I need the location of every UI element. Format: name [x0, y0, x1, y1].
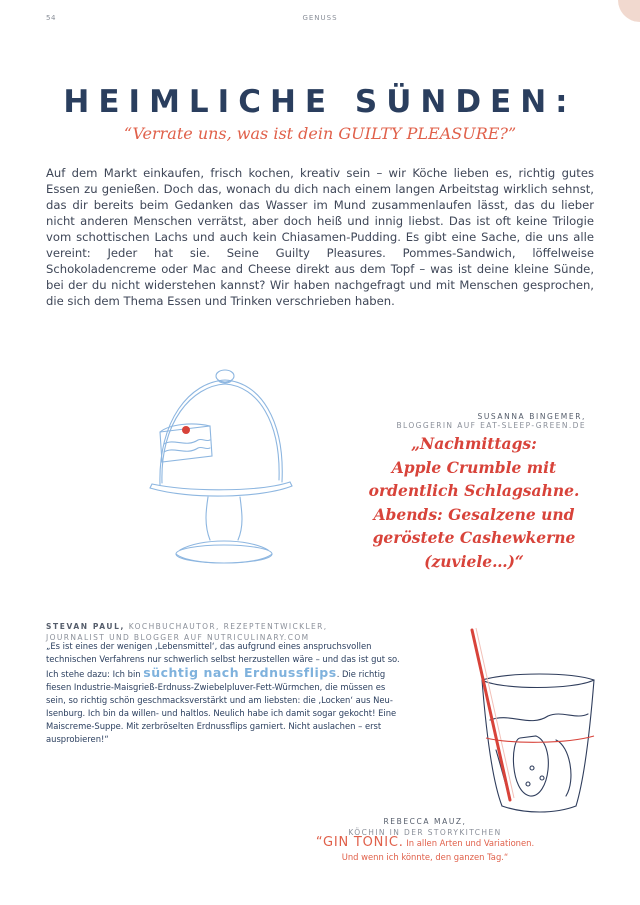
quote-line: geröstete Cashewkerne: [372, 528, 576, 547]
quote-line: ordentlich Schlagsahne.: [368, 481, 580, 500]
quote-line: Abends: Gesalzene und: [373, 504, 575, 524]
rebecca-name: REBECCA MAUZ,: [383, 817, 467, 826]
cake-dome-illustration: [140, 360, 300, 580]
rebecca-quote-line2: Und wenn ich könnte, den ganzen Tag.“: [341, 852, 509, 862]
stevan-quote: [46, 640, 406, 746]
stevan-quote-before: „Es ist eines der wenigen ‚Lebensmittel‘, das aufgrund eines anspruchsvollen technischen Verfahrens nur schwerlich selbst herzustellen wäre – und das ist gut so. Ich stehe dazu: Ich bin: [46, 641, 400, 679]
gin-glass-illustration: [470, 620, 610, 820]
susanna-quote: [366, 432, 582, 573]
susanna-role: BLOGGERIN AUF EAT-SLEEP-GREEN.DE: [396, 421, 586, 430]
stevan-name: STEVAN PAUL,: [46, 622, 125, 631]
stevan-role-line1: KOCHBUCHAUTOR, REZEPTENTWICKLER,: [124, 622, 328, 631]
rebecca-quote-line1: In allen Arten und Variationen.: [403, 838, 535, 848]
rebecca-role: KÖCHIN IN DER STORYKITCHEN: [348, 828, 502, 837]
section-label: GENUSS: [302, 14, 338, 22]
stevan-quote-highlight: süchtig nach Erdnussflips: [143, 665, 337, 680]
quote-line: (zuviele…)“: [424, 551, 524, 571]
stevan-quote-after: . Die richtig fiesen Industrie-Maisgrieß-Erdnuss-Zwiebelpluver-Fett-Würmchen, die müssen es sein, so richtig schön geschmacksverstärkt und am liebsten: die ‚Locken‘ aus Neu-Isenburg. Ich bin da willen- und haltlos. Neulich habe ich damit sogar gekocht! Eine Maiscreme-Suppe. Mit zerbröselten Erdnussflips garniert. Nicht auslachen – erst ausprobieren!“: [46, 669, 397, 744]
susanna-name: SUSANNA BINGEMER,: [477, 412, 586, 421]
stevan-role-line2: JOURNALIST UND BLOGGER AUF NUTRICULINARY.COM: [46, 633, 310, 642]
rebecca-quote: [300, 836, 550, 864]
quote-line: Apple Crumble mit: [391, 457, 557, 477]
intro-paragraph: [46, 165, 594, 309]
page-number: 54: [46, 14, 56, 22]
intro-text: Auf dem Markt einkaufen, frisch kochen, kreativ sein – wir Köche lieben es, richtig gutes Essen zu genießen. Doch das, wonach du dich nach einem langen Arbeitstag wirklich sehnst, das dir bereits beim Gedanken das Wasser im Mund zusammenlaufen lässt, das du lieber nicht anderen Menschen verrätst, aber doch heiß und innig liebst. Das ist oft keine Trilogie vom schottischen Lachs und auch kein Chiasamen-Pudding. Es gibt eine Sache, die uns alle vereint: Jeder hat sie. Seine Guilty Pleasures. Pommes-Sandwich, löffelweise Schokoladencreme oder Mac and Cheese direkt aus dem Topf – was ist deine kleine Sünde, bei der du nicht widerstehen kannst? Wir haben nachgefragt und mit Menschen gesprochen, die sich dem Thema Essen und Trinken verschrieben haben.: [46, 166, 594, 308]
article-subtitle: “Verrate uns, was ist dein GUILTY PLEASURE?”: [123, 124, 517, 143]
rebecca-gin: “GIN TONIC.: [315, 835, 404, 850]
article-title: HEIMLICHE SÜNDEN:: [63, 84, 577, 120]
quote-line: „Nachmittags:: [411, 434, 537, 453]
susanna-credit: [360, 412, 586, 430]
